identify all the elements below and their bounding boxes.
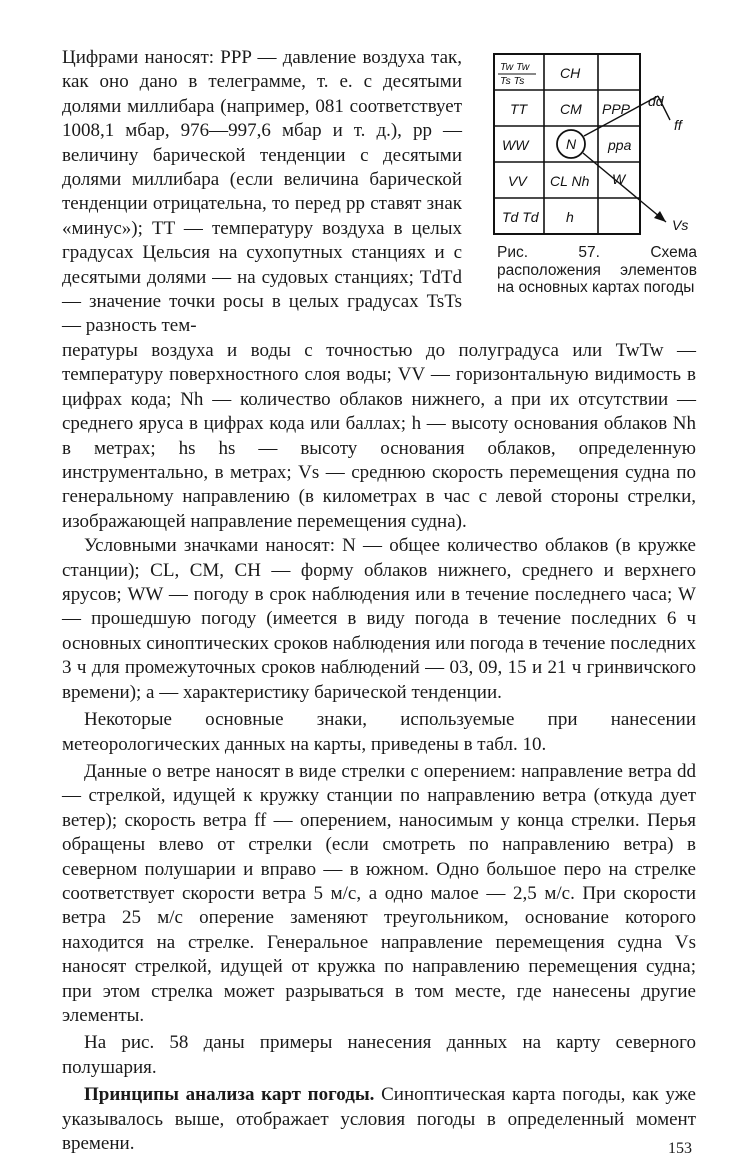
figure-caption: Рис. 57. Схема расположения элементов на основных картах погоды (497, 244, 697, 296)
section-text-analysis: Синоптическая карта погоды, как уже указывалось выше, отображает условия погоды в определенный момент времени. (62, 1084, 696, 1154)
cell-ppp: PPP (602, 101, 631, 117)
label-vs: Vs (672, 217, 689, 233)
paragraph-table-ref: Некоторые основные знаки, используемые при нанесении метеорологических данных на карты, приведены в табл. 10. (62, 709, 696, 755)
cell-cm: CM (560, 101, 582, 117)
cell-tw: Tw Tw (500, 61, 530, 73)
cell-vv: VV (508, 173, 527, 189)
cell-n: N (566, 136, 577, 152)
paragraph-digits-continued: пературы воздуха и воды с точностью до полуградуса или TwTw — температуру поверхностного слоя воды; VV — горизонтальную видимость в цифрах кода; Nh — количество облаков нижнего, а при их отсутствии — среднего яруса в цифрах кода или баллах; h — высоту основания облаков Nh в метрах; hs hs — высоту основания облаков, определенную инструментально, в метрах; Vs — среднюю скорость перемещения судна по генеральному направлению (в километрах в час с левой стороны стрелки, изображающей направление перемещения судна). (62, 340, 696, 532)
cell-ppa: ppa (608, 137, 632, 153)
paragraph-analysis-principles (62, 1083, 696, 1156)
label-ff: ff (674, 117, 682, 133)
paragraph-symbols: Условными значками наносят: N — общее количество облаков (в кружке станции); CL, CM, CH — форму облаков нижнего, среднего и верхнего ярусов; WW — погоду в срок наблюдения или в течение последнего часа; W — прошедшую погоду (имеется в виду погода в течение последних 6 ч основных синоптических сроков наблюдения или погода в течение последних 3 ч для промежуточных сроков наблюдений — 03, 09, 15 и 21 ч гринвичского времени); a — характеристику барической тенденции. (62, 535, 696, 703)
cell-w: W (612, 171, 626, 187)
ship-motion-arrow (583, 153, 666, 222)
paragraph-figure-ref: На рис. 58 даны примеры нанесения данных на карту северного полушария. (62, 1032, 696, 1078)
cell-td: Td Td (502, 209, 539, 225)
cell-tt: TT (510, 101, 528, 117)
section-heading-analysis: Принципы анализа карт погоды. (84, 1084, 375, 1106)
cell-h: h (566, 209, 574, 225)
cell-ww: WW (502, 137, 529, 153)
page-number: 153 (668, 1140, 692, 1157)
cell-cl-nh: CL Nh (550, 173, 590, 189)
station-model-diagram (488, 50, 698, 240)
cell-ch: CH (560, 65, 581, 81)
paragraph-digits-intro: Цифрами наносят: PPP — давление воздуха так, как оно дано в телеграмме, т. е. с десятыми долями миллибара (например, 081 соответствует 1008,1 мбар, 976—997,6 мбар и т. д.), pp — величину барической тенденции с десятыми долями миллибара (если величина барической тенденции отрицательна, то перед pp ставят знак «минус»); TT — температуру воздуха в целых градусах Цельсия на сухопутных станциях и с десятыми долями — на судовых станциях; TdTd — значение точки росы в целых градусах TsTs — разность тем- (62, 47, 462, 337)
cell-ts: Ts Ts (500, 75, 525, 87)
paragraph-wind: Данные о ветре наносят в виде стрелки с оперением: направление ветра dd — стрелкой, идущей к кружку станции по направлению ветра (откуда дует ветер); скорость ветра ff — оперением, наносимым у конца стрелки. Перья обращены влево от стрелки (если смотреть по направлению ветра) в северном полушарии и вправо — в южном. Одно большое перо на стрелке соответствует скорости ветра 5 м/с, а одно малое — 2,5 м/с. При скорости ветра 25 м/с оперение заменяют треугольником, основание которого находится на стрелке. Генеральное направление перемещения судна Vs наносят стрелкой, идущей от кружка по направлению перемещения судна; при этом стрелка может разрываться в том месте, где нанесены другие элементы. (62, 760, 696, 1026)
intro-text-column (62, 46, 462, 339)
main-text-column (62, 339, 696, 1156)
label-dd: dd (648, 93, 664, 109)
